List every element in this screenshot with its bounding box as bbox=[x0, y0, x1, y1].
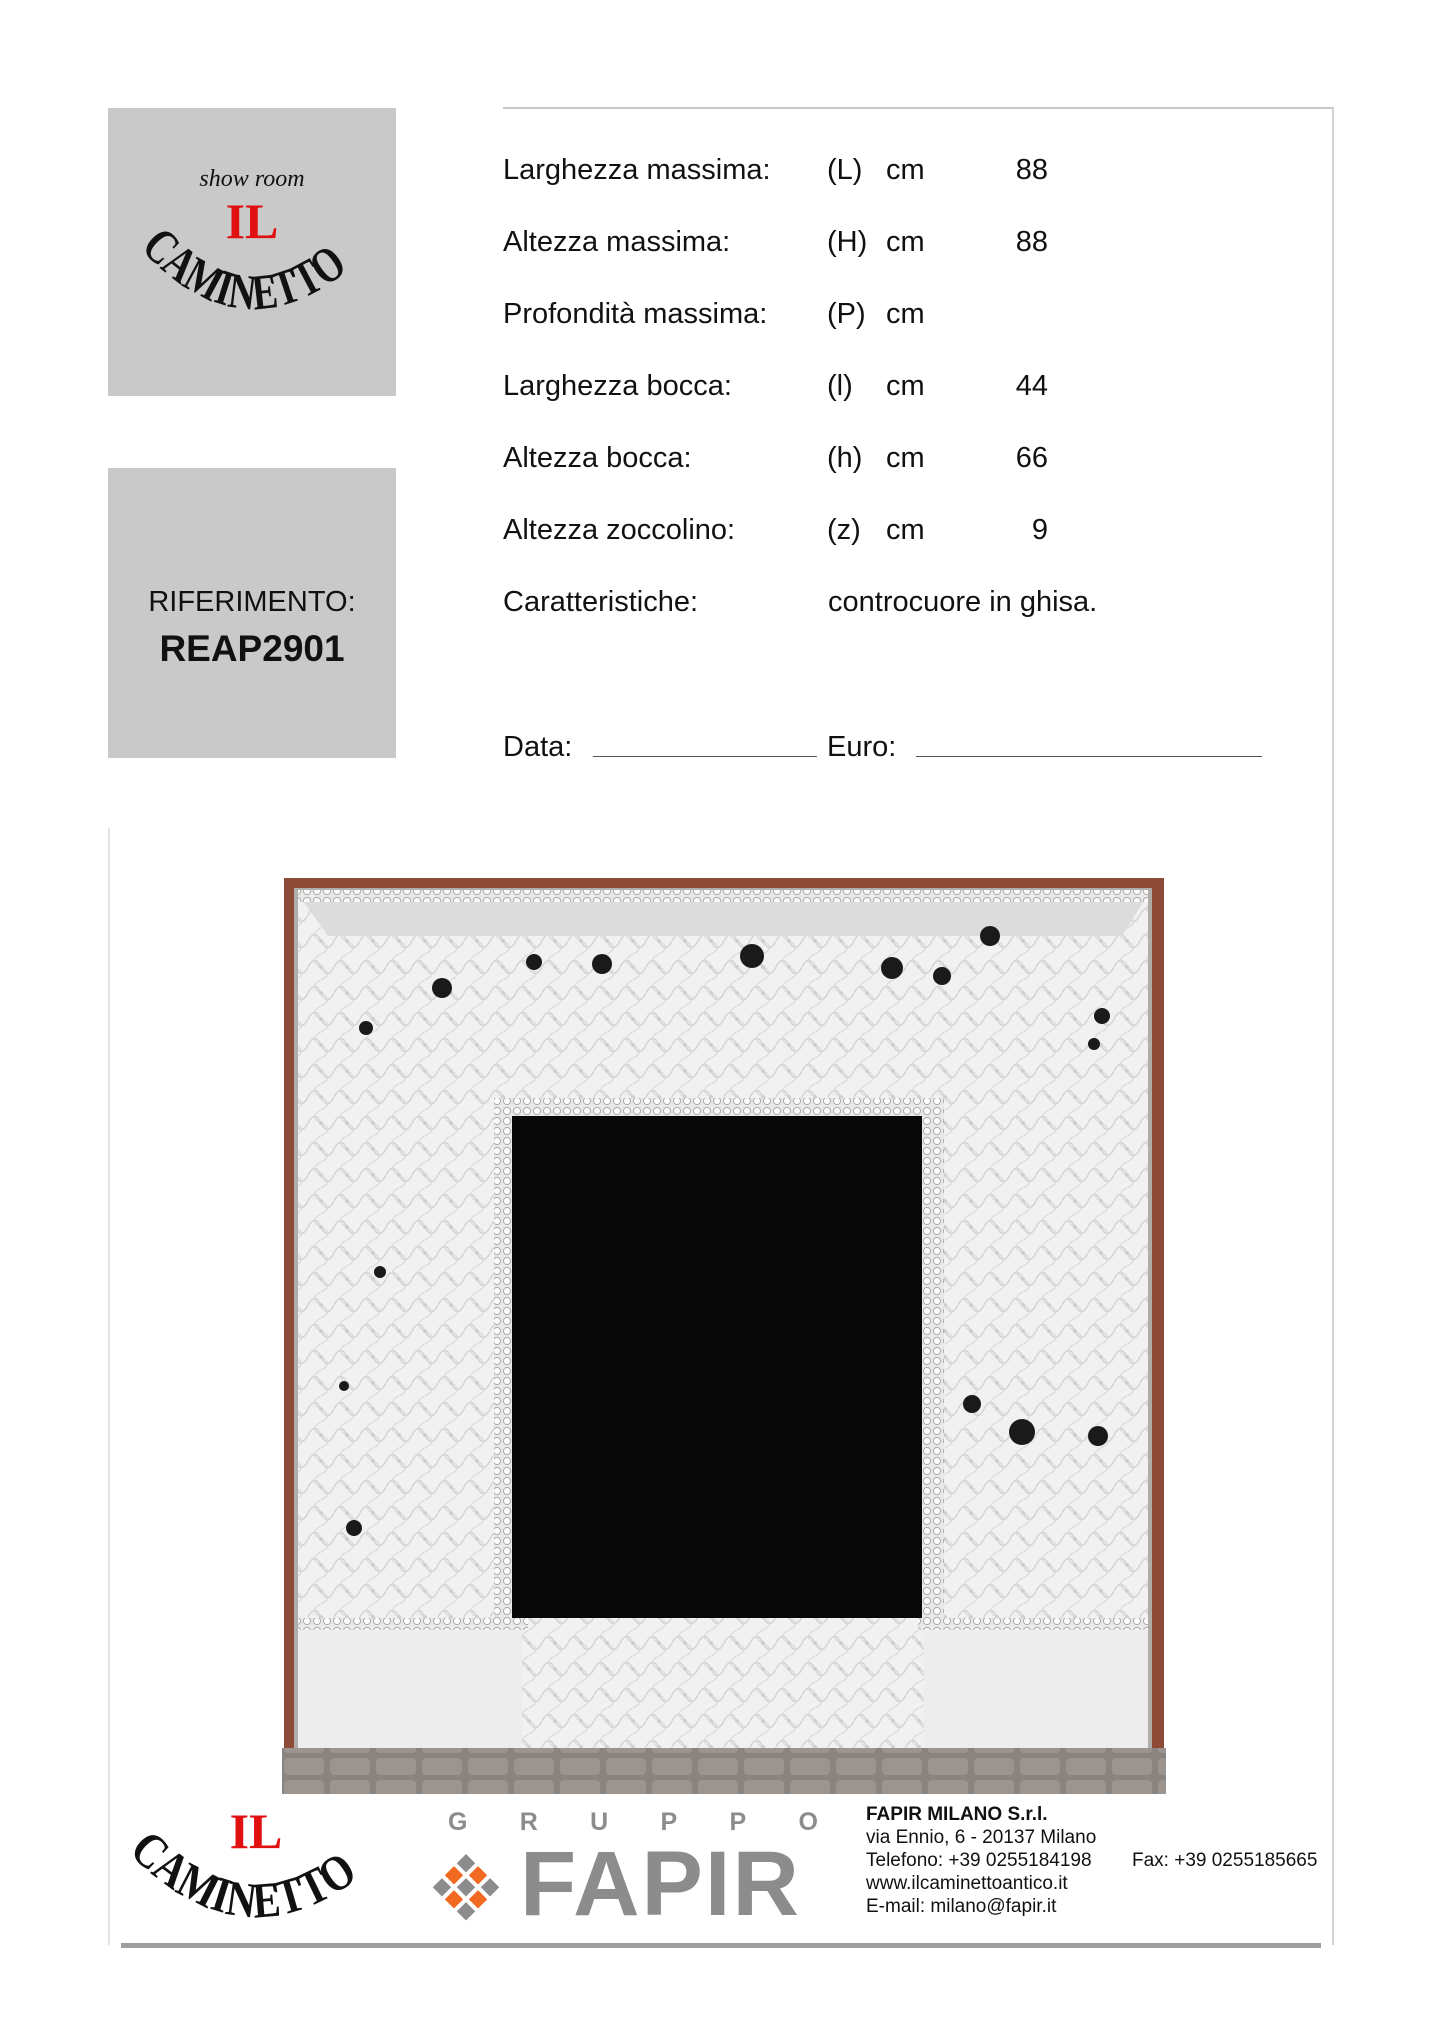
gruppo-letter: U bbox=[590, 1808, 609, 1836]
spec-label: Larghezza massima: bbox=[503, 154, 771, 186]
fapir-diamond-icon bbox=[426, 1848, 506, 1928]
svg-text:CAMINETTO bbox=[120, 1819, 372, 1930]
logo-il-text: IL bbox=[225, 193, 279, 249]
gruppo-letter: R bbox=[519, 1808, 538, 1836]
euro-input-line[interactable] bbox=[916, 756, 1262, 757]
footer-logo-il: IL bbox=[229, 1803, 283, 1859]
gruppo-letter: G bbox=[448, 1808, 468, 1836]
features-label: Caratteristiche: bbox=[503, 586, 699, 618]
spec-symbol: (H) bbox=[827, 226, 868, 258]
frame-top-line bbox=[503, 107, 1334, 109]
footer-caminetto-logo bbox=[116, 1803, 396, 1946]
spec-label: Altezza massima: bbox=[503, 226, 731, 258]
fapir-wordmark: FAPIR bbox=[520, 1833, 801, 1935]
spec-label: Larghezza bocca: bbox=[503, 370, 732, 402]
spec-unit: cm bbox=[886, 442, 925, 474]
company-address: via Ennio, 6 - 20137 Milano bbox=[866, 1827, 1097, 1848]
logo-caminetto-text: CAMINETTO bbox=[132, 220, 364, 322]
company-email[interactable]: E-mail: milano@fapir.it bbox=[866, 1896, 1057, 1917]
reference-code: REAP2901 bbox=[159, 628, 345, 669]
svg-text:CAMINETTO bbox=[132, 220, 364, 322]
gruppo-letter: O bbox=[798, 1808, 818, 1836]
features-value: controcuore in ghisa. bbox=[828, 586, 1098, 618]
spec-value: 88 bbox=[1015, 154, 1048, 186]
company-contact-block bbox=[866, 1803, 1096, 1918]
spec-value: 88 bbox=[1015, 226, 1048, 258]
spec-symbol: (P) bbox=[827, 298, 866, 330]
spec-symbol: (l) bbox=[827, 370, 853, 402]
spec-unit: cm bbox=[886, 226, 925, 258]
spec-value: 66 bbox=[1015, 442, 1048, 474]
frame-right-line bbox=[1332, 107, 1334, 1945]
showroom-text: show room bbox=[199, 166, 305, 192]
data-label: Data: bbox=[503, 731, 573, 763]
spec-label: Altezza zoccolino: bbox=[503, 514, 736, 546]
spec-unit: cm bbox=[886, 514, 925, 546]
frame-left-line bbox=[108, 828, 110, 1945]
company-phone: Telefono: +39 0255184198 bbox=[866, 1850, 1092, 1871]
company-fax: Fax: +39 0255185665 bbox=[1132, 1850, 1318, 1871]
footer-logo-arc bbox=[116, 1803, 396, 1946]
reference-box bbox=[108, 468, 396, 758]
fireplace-photo bbox=[282, 876, 1166, 1794]
company-name: FAPIR MILANO S.r.l. bbox=[866, 1804, 1048, 1825]
spec-label: Profondità massima: bbox=[503, 298, 768, 330]
spec-symbol: (z) bbox=[827, 514, 861, 546]
spec-unit: cm bbox=[886, 154, 925, 186]
spec-unit: cm bbox=[886, 370, 925, 402]
spec-symbol: (L) bbox=[827, 154, 863, 186]
bottom-rule bbox=[121, 1943, 1321, 1948]
data-input-line[interactable] bbox=[593, 756, 817, 757]
spec-value: 44 bbox=[1015, 370, 1048, 402]
spec-label: Altezza bocca: bbox=[503, 442, 692, 474]
spec-unit: cm bbox=[886, 298, 925, 330]
showroom-logo-box bbox=[108, 108, 396, 396]
euro-label: Euro: bbox=[827, 731, 897, 763]
gruppo-letter: P bbox=[660, 1808, 678, 1836]
logo-caminetto-arc bbox=[122, 220, 382, 340]
footer-logo-caminetto-text: CAMINETTO bbox=[120, 1819, 372, 1930]
spec-value: 9 bbox=[1031, 514, 1048, 546]
gruppo-letter: P bbox=[729, 1808, 747, 1836]
company-website[interactable]: www.ilcaminettoantico.it bbox=[866, 1873, 1068, 1894]
reference-label: RIFERIMENTO: bbox=[148, 586, 356, 618]
spec-symbol: (h) bbox=[827, 442, 863, 474]
